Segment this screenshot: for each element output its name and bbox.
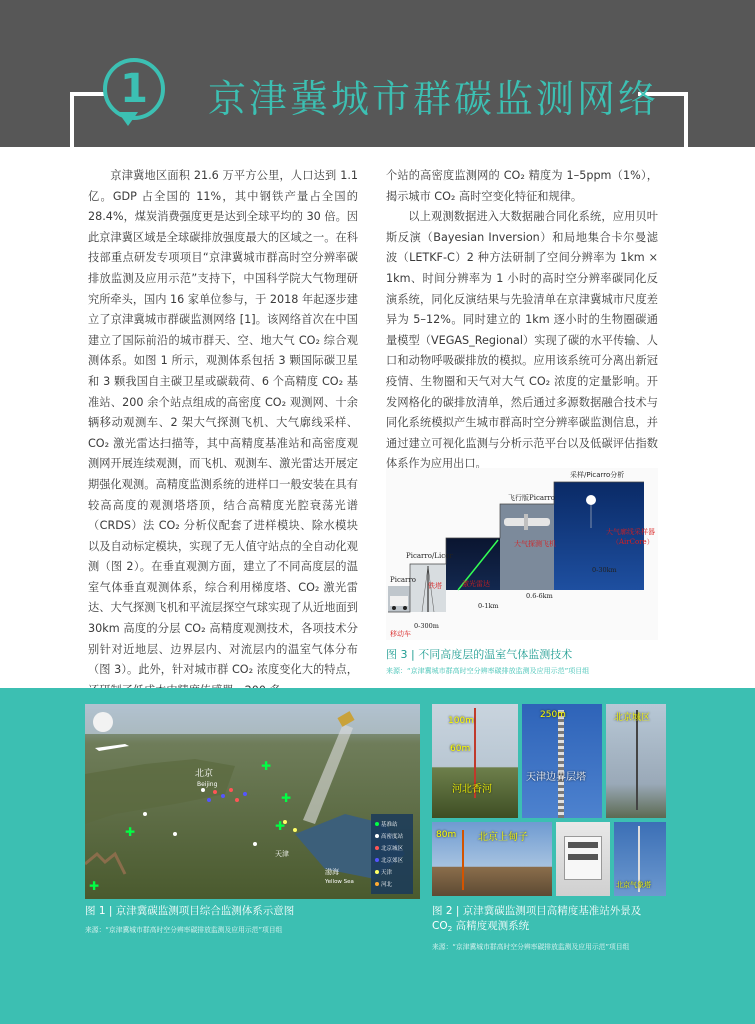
right-paragraph-2: 以上观测数据进入大数据融合同化系统，应用贝叶斯反演（Bayesian Inversion）和局地集合卡尔曼滤波（LETKF-C）2 种方法研制了空间分辨率为 1km × 1km、时间分辨率为 1 小时的高时空分辨率碳同化反演系统，同化反演结果与先验清单在京津冀城市尺度差异为 5–12%。同时建立的 1km 逐小时的生物圈碳通量模型（VEGAS_Regional）实现了碳的水平传输、人口和动物呼吸碳排放的模拟。应用该系统可分离出新冠疫情、生物圈和天气对大气 CO₂ 浓度的定量影响。开发网格化的碳排放清单，然后通过多源数据融合技术与同化系统模拟产生城市群高时空分辨率碳监测信息，并通过建立可视化监测与分析示范平台以及低碳评估指数体系作为应用出口。 <box>386 210 658 471</box>
fig3-label-picarro-licor: Picarro/Licor <box>406 552 453 560</box>
fig3-label-vehicle: 移动车 <box>390 630 411 638</box>
body-right-column <box>386 166 658 475</box>
svg-text:✚: ✚ <box>281 791 292 805</box>
fig1-balloon <box>93 712 113 732</box>
fig3-label-aircraft: 大气探测飞机 <box>514 540 556 548</box>
svg-text:✚: ✚ <box>261 759 272 773</box>
fig1-legend-item: 天津 <box>381 870 393 876</box>
fig1-legend-item: 河北 <box>381 882 393 888</box>
fig2-label-hebei: 河北香河 <box>452 784 492 795</box>
figure-3-source: 来源：“京津冀城市群高时空分辨率碳排放监测及应用示范”项目组 <box>386 667 590 675</box>
fig1-legend-item: 基准站 <box>381 822 398 828</box>
figure-2-caption-block <box>432 904 682 951</box>
fig3-label-h-6km: 0.6-6km <box>526 592 553 600</box>
figure-2-source: 来源：“京津冀城市群高时空分辨率碳排放监测及应用示范”项目组 <box>432 942 630 951</box>
figure-1-caption-block <box>85 904 420 934</box>
fig3-label-tower: 铁塔 <box>428 582 442 590</box>
figure-3-caption: 图 3 | 不同高度层的温室气体监测技术 <box>386 648 573 661</box>
fig2-photo-tianjin <box>522 704 602 818</box>
fig1-label-beijing-en: Beijing <box>197 781 218 788</box>
fig2-photo-beijing-city <box>606 704 666 818</box>
fig2-photo-beijing-tower <box>614 822 666 896</box>
figure-2-caption-co: CO <box>432 920 448 932</box>
fig2-label-shangdianzi: 北京上甸子 <box>478 832 528 843</box>
fig3-label-h-300m: 0-300m <box>414 622 439 630</box>
fig1-legend-item: 北京郊区 <box>381 858 404 864</box>
fig3-balloon-shape <box>586 495 596 505</box>
svg-text:✚: ✚ <box>89 879 100 893</box>
fig2-label-250m: 250m <box>540 710 566 720</box>
figure-3-caption-block <box>386 646 676 676</box>
figure-1-monitoring-system-map <box>85 704 420 899</box>
left-paragraph-1: 京津冀地区面积 21.6 万平方公里，人口达到 1.1 亿。GDP 占全国的 11%，其中钢铁产量占全国的 28.4%，煤炭消费强度更是达到全球平均的 30 倍。因此京津冀区域是全球碳排放强度最大的区域之一。在科技部重点研发专项项目“京津冀城市群高时空分辨率碳排放监测及应用示范”支持下，中国科学院大气物理研究所牵头，国内 16 家单位参与，于 2018 年起逐步建立了京津冀城市群碳监测网络 [1]。该网络首次在中国建立了国际前沿的城市群天、空、地大气 CO₂ 综合观测体系。如图 1 所示，观测体系包括 3 颗国际碳卫星和 3 颗我国自主碳卫星或碳载荷、6 个高精度 CO₂ 基准站、200 余个站点组成的高密度 CO₂ 观测网、十余辆移动观测车、2 架大气探测飞机、大气廓线采样、CO₂ 激光雷达扫描等，其中高精度基准站和高密度观测网开展连续观测，而飞机、观测车、激光雷达开展定期强化观测。高精度监测系统的进样口一般安装在具有较高高度的观测塔塔顶，结合高精度光腔衰荡光谱（CRDS）法 CO₂ 分析仪配套了进样模块、除水模块以及自动标定模块，实现了无人值守站点的全自动化观测（图 2）。在垂直观测方面，建立了不同高度层的温室气体垂直观测体系，综合利用梯度塔、CO₂ 激光雷达、大气探测飞机和平流层探空气球实现了从近地面到 30km 高度的分层 CO₂ 高精度观测技术，各项技术分别针对近地层、边界层内、对流层内的温室气体分布（图 3）。此外，针对城市群 CO₂ 浓度变化大的特点， <box>88 169 358 677</box>
fig2-label-60m: 60m <box>450 744 471 754</box>
fig2-label-tianjin: 天津边界层塔 <box>526 772 586 783</box>
fig3-label-aircore-en: （AirCore） <box>612 538 654 546</box>
fig2-photo-analyzer-room <box>556 822 610 896</box>
figure-2-caption-rest: 高精度观测系统 <box>452 920 530 932</box>
fig1-label-yellow-sea: Yellow Sea <box>325 879 354 885</box>
fig2-label-80m: 80m <box>436 830 457 840</box>
fig3-label-aircore-cn: 大气廓线采样器 <box>606 528 655 536</box>
section-title: 京津冀城市群碳监测网络 <box>208 77 660 121</box>
fig3-label-lidar: 激光雷达 <box>462 580 490 588</box>
badge-tail-decoration <box>118 112 138 126</box>
fig2-photo-hebei <box>432 704 518 818</box>
figure-2-caption-line-1: 图 2 | 京津冀碳监测项目高精度基准站外景及 <box>432 905 642 917</box>
fig2-label-100m: 100m <box>448 716 474 726</box>
svg-text:✚: ✚ <box>275 819 286 833</box>
fig3-label-picarro: Picarro <box>390 576 416 584</box>
fig1-label-tianjin: 天津 <box>275 850 289 858</box>
fig2-photo-shangdianzi <box>432 822 552 896</box>
fig2-label-beijing-tower: 北京气象塔 <box>616 881 651 889</box>
fig1-legend-item: 北京城区 <box>381 846 404 852</box>
figure-2-caption-line-2 <box>432 919 682 936</box>
fig1-legend-item: 高密度站 <box>381 834 404 840</box>
fig3-label-h-30km: 0-30km <box>592 566 617 574</box>
fig3-label-balloon: 采样/Picarro分析 <box>570 471 625 479</box>
fig1-label-beijing: 北京 <box>195 769 214 779</box>
fig2-label-beijing-city: 北京城区 <box>614 713 651 723</box>
figure-3-vertical-monitoring <box>386 468 658 640</box>
figure-2-caption-sub: 2 <box>447 923 453 933</box>
fig3-label-h-1km: 0-1km <box>478 602 499 610</box>
section-number-badge: 1 <box>103 58 165 120</box>
fig3-label-flight: 飞行版Picarro <box>508 494 555 502</box>
fig1-label-bohai: 渤海 <box>325 868 339 876</box>
svg-text:✚: ✚ <box>125 825 136 839</box>
figure-1-caption: 图 1 | 京津冀碳监测项目综合监测体系示意图 <box>85 905 295 917</box>
body-left-column <box>88 166 358 701</box>
right-paragraph-1: 个站的高密度监测网的 CO₂ 精度为 1–5ppm（1%），揭示城市 CO₂ 高时空变化特征和规律。 <box>386 169 658 203</box>
figure-1-source: 来源：“京津冀城市群高时空分辨率碳排放监测及应用示范”项目组 <box>85 926 283 934</box>
